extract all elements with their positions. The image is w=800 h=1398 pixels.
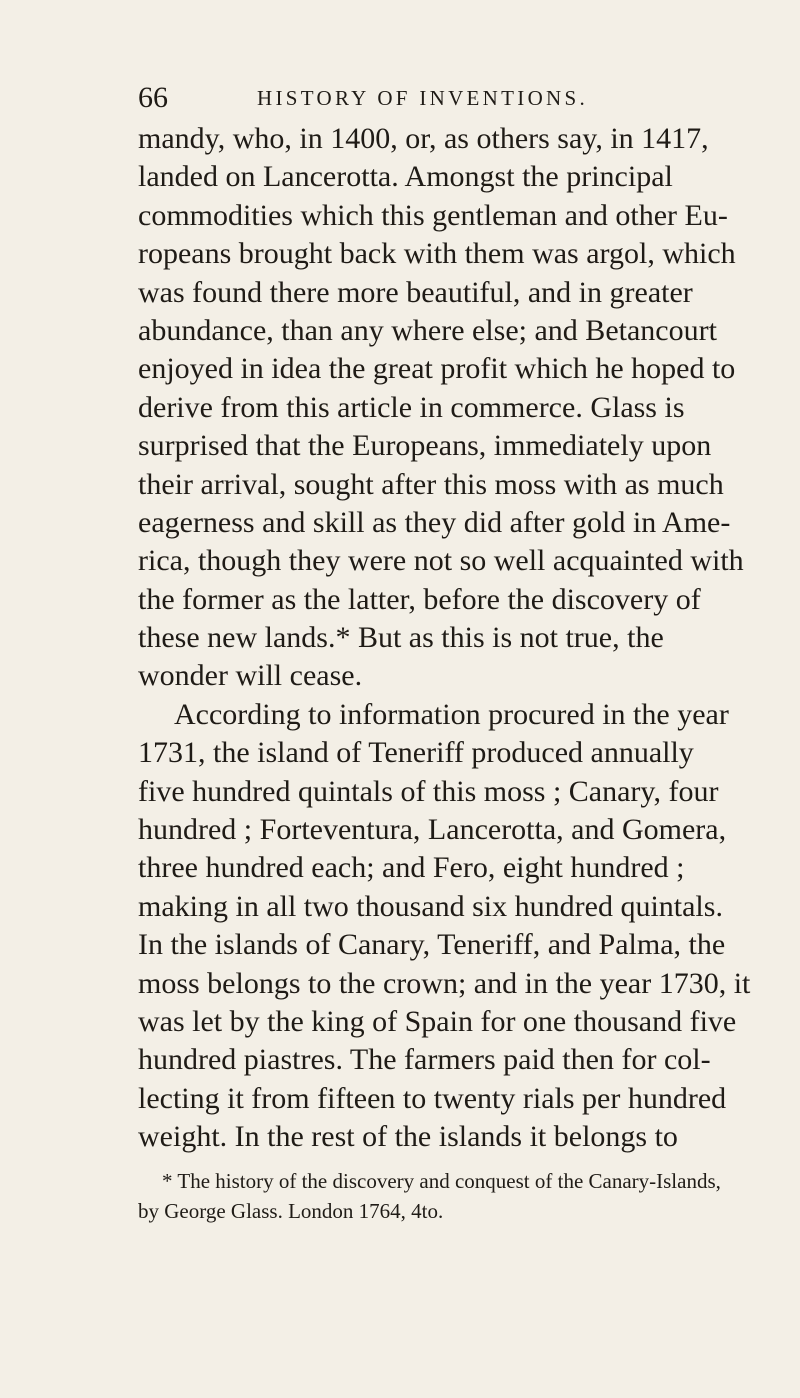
text-line: five hundred quintals of this moss ; Canary, four [138,774,719,808]
body-text [138,120,751,1157]
text-line: their arrival, sought after this moss with as much [138,467,724,501]
footnote [138,1166,721,1226]
footnote-line: by George Glass. London 1764, 4to. [138,1199,444,1223]
text-line: commodities which this gentleman and other Eu- [138,198,728,232]
text-line: abundance, than any where else; and Betancourt [138,313,717,347]
text-line: wonder will cease. [138,659,363,693]
footnote-line: * The history of the discovery and conquest of the Canary-Islands, [162,1169,721,1193]
text-line: the former as the latter, before the discovery of [138,582,701,616]
text-line: hundred piastres. The farmers paid then for col- [138,1043,711,1077]
text-line: enjoyed in idea the great profit which he hoped to [138,352,736,386]
text-line: 1731, the island of Teneriff produced annually [138,736,694,770]
text-line: derive from this article in commerce. Glass is [138,390,685,424]
text-line: moss belongs to the crown; and in the year 1730, it [138,966,751,1000]
text-line: three hundred each; and Fero, eight hundred ; [138,851,685,885]
text-line: was found there more beautiful, and in greater [138,275,693,309]
running-head: HISTORY OF INVENTIONS. [257,86,589,110]
text-line: In the islands of Canary, Teneriff, and Palma, the [138,928,726,962]
text-line: ropeans brought back with them was argol, which [138,237,736,271]
text-line: these new lands.* But as this is not true, the [138,621,664,655]
text-line: was let by the king of Spain for one thousand five [138,1004,737,1038]
text-line: mandy, who, in 1400, or, as others say, in 1417, [138,122,709,155]
text-line: eagerness and skill as they did after gold in Ame- [138,505,731,539]
text-line: hundred ; Forteventura, Lancerotta, and Gomera, [138,813,727,847]
text-line: weight. In the rest of the islands it belongs to [138,1120,678,1154]
text-line: rica, though they were not so well acquainted with [138,544,744,578]
page-header [138,78,658,118]
text-line: According to information procured in the year [174,697,729,731]
page-number: 66 [138,81,168,114]
text-line: landed on Lancerotta. Amongst the principal [138,160,673,194]
text-line: making in all two thousand six hundred quintals. [138,889,723,923]
text-line: lecting it from fifteen to twenty rials per hundred [138,1081,727,1115]
text-line: surprised that the Europeans, immediately upon [138,429,712,463]
